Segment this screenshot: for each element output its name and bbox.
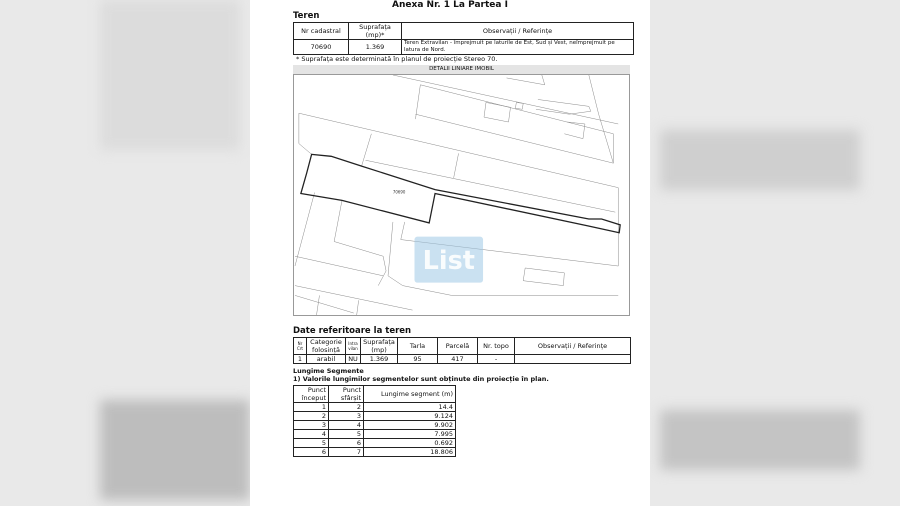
cell-suprafata: 1.369 [361, 355, 398, 364]
cell-length: 9.124 [364, 412, 456, 421]
table-row [294, 412, 456, 421]
header-suprafata: Suprafața (mp) [361, 338, 398, 355]
table-row [294, 439, 456, 448]
cell-start: 4 [294, 430, 329, 439]
cell-tarla: 95 [398, 355, 438, 364]
cell-nr-crt: 1 [294, 355, 307, 364]
cell-observatii: Teren Extravilan - împrejmuit pe laturile de Est, Sud și Vest, neîmprejmuit pe latura de Nord. [402, 40, 634, 55]
table-row [294, 421, 456, 430]
cadastral-map [293, 74, 630, 316]
cell-length: 0.692 [364, 439, 456, 448]
cell-end: 7 [329, 448, 364, 457]
cell-observatii [515, 355, 631, 364]
header-nr-topo: Nr. topo [478, 338, 515, 355]
cell-start: 6 [294, 448, 329, 457]
cell-start: 3 [294, 421, 329, 430]
header-tarla: Tarla [398, 338, 438, 355]
cell-length: 9.902 [364, 421, 456, 430]
cell-end: 6 [329, 439, 364, 448]
header-parcela: Parcelă [438, 338, 478, 355]
cell-start: 5 [294, 439, 329, 448]
header-observatii: Observații / Referințe [402, 23, 634, 40]
parcel-70690-outline [301, 154, 620, 232]
header-punct-inceput: Punct început [294, 386, 329, 403]
cell-end: 3 [329, 412, 364, 421]
cell-nr-cadastral: 70690 [294, 40, 349, 55]
header-suprafata: Suprafața (mp)* [349, 23, 402, 40]
teren-footnote: * Suprafața este determinată în planul de proiecție Stereo 70. [296, 55, 498, 63]
cell-end: 2 [329, 403, 364, 412]
document-page [250, 0, 650, 506]
header-nr-crt: Nr Crt [294, 338, 307, 355]
cell-start: 1 [294, 403, 329, 412]
header-punct-sfarsit: Punct sfârșit [329, 386, 364, 403]
cell-length: 14.4 [364, 403, 456, 412]
cell-start: 2 [294, 412, 329, 421]
table-row [294, 403, 456, 412]
table-row [294, 430, 456, 439]
header-observatii: Observații / Referințe [515, 338, 631, 355]
cell-nr-topo: - [478, 355, 515, 364]
cell-suprafata: 1.369 [349, 40, 402, 55]
segmente-note: 1) Valorile lungimilor segmentelor sunt obținute din proiecție în plan. [293, 375, 549, 383]
header-categorie: Categorie folosință [307, 338, 346, 355]
parcel-label: 70690 [392, 189, 406, 195]
cell-parcela: 417 [438, 355, 478, 364]
map-drawing [294, 75, 629, 315]
cell-end: 5 [329, 430, 364, 439]
document-title: Anexa Nr. 1 La Partea I [392, 0, 508, 10]
segmente-heading: Lungime Segmente [293, 367, 364, 375]
cell-length: 7.995 [364, 430, 456, 439]
header-nr-cadastral: Nr cadastral [294, 23, 349, 40]
date-teren-heading: Date referitoare la teren [293, 326, 412, 336]
cell-intravilan: NU [346, 355, 361, 364]
teren-heading: Teren [293, 11, 320, 21]
cell-end: 4 [329, 421, 364, 430]
date-teren-table [293, 337, 631, 364]
header-lungime: Lungime segment (m) [364, 386, 456, 403]
watermark-text: List [422, 245, 475, 276]
cell-categorie: arabil [307, 355, 346, 364]
header-intravilan: Intra vilan [346, 338, 361, 355]
map-heading: DETALII LINIARE IMOBIL [293, 65, 630, 74]
blurred-background-right [650, 0, 900, 506]
segmente-table [293, 385, 456, 457]
teren-table [293, 22, 634, 55]
table-row [294, 448, 456, 457]
cell-length: 18.806 [364, 448, 456, 457]
blurred-background-left [0, 0, 250, 506]
